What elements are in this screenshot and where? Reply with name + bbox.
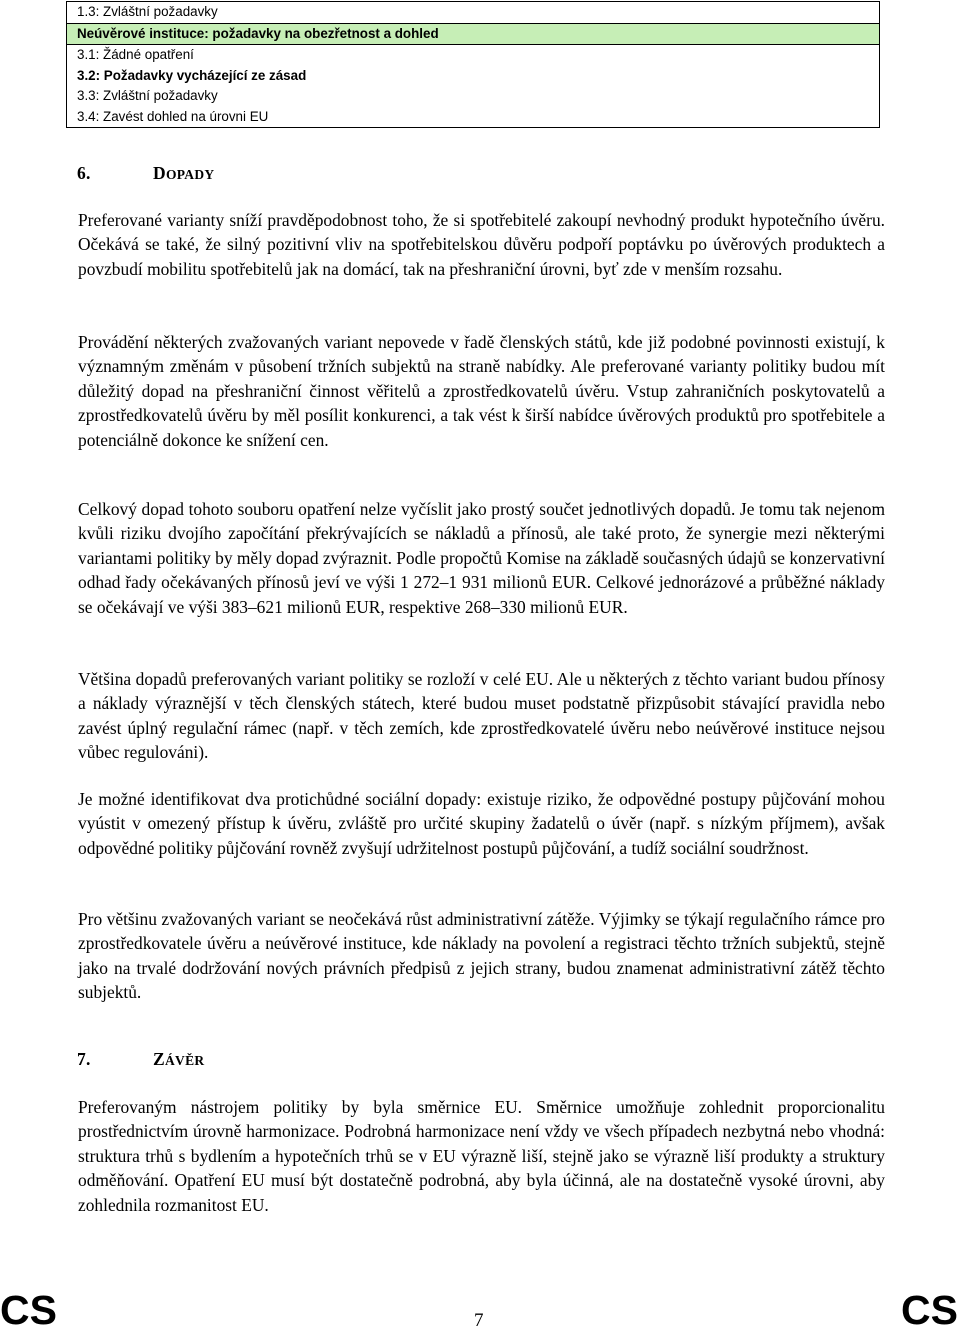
- section-number: 6.: [77, 163, 91, 183]
- section-6-heading: [77, 163, 214, 184]
- paragraph: Preferovaným nástrojem politiky by byla směrnice EU. Směrnice umožňuje zohlednit proporcionalitu prostřednictvím úrovně harmonizace. Podrobná harmonizace není vždy ve všech případech nezbytná nebo vhodná: struktura trhů s bydlením a hypotečních trhů se v EU výrazně liší, stejně jako se výrazně liší produkty a struktury odměňování. Opatření EU musí být dostatečně podrobná, aby byla účinná, ale na dostatečně vysoké úrovni, aby zohlednila rozmanitost EU.: [78, 1097, 885, 1215]
- section-number: 7.: [77, 1049, 91, 1069]
- options-row-selected: [67, 66, 880, 87]
- options-cell: 1.3: Zvláštní požadavky: [77, 4, 218, 19]
- page-number: 7: [474, 1310, 484, 1331]
- options-row: [67, 86, 880, 107]
- options-cell: 3.4: Zavést dohled na úrovni EU: [77, 108, 269, 124]
- section-title-rest: OPADY: [165, 167, 215, 182]
- section-title-initial: Z: [153, 1049, 165, 1069]
- paragraph: Pro většinu zvažovaných variant se neočekává růst administrativní zátěže. Výjimky se týkají regulačního rámce pro zprostředkovatele úvěru a neúvěrové instituce, kde náklady na povolení a registraci těchto tržních subjektů, stejně jako na trvalé dodržování nových právních předpisů z jejich strany, budou znamenat administrativní zátěž těchto subjektů.: [78, 909, 885, 1003]
- options-row: [67, 45, 880, 66]
- paragraph: Preferované varianty sníží pravděpodobnost toho, že si spotřebitelé zakoupí nevhodný produkt hypotečního úvěru. Očekává se také, že silný pozitivní vliv na spotřebitelskou důvěru podpoří poptávku po úvěrových produktech a povzbudí mobilitu spotřebitelů jak na domácí, tak na přeshraniční úrovni, byť zde v menším rozsahu.: [78, 210, 885, 279]
- section-title-initial: D: [153, 163, 166, 183]
- footer-language-code-left: CS: [0, 1287, 57, 1333]
- paragraph: Provádění některých zvažovaných variant nepovede v řadě členských států, kde již podobné povinnosti existují, k významným změnám v působení tržních subjektů na straně nabídky. Ale preferované varianty politiky budou mít důležitý dopad na přeshraniční činnost věřitelů a zprostředkovatelů úvěru. Vstup zahraničních poskytovatelů a zprostředkovatelů úvěru by měl posílit konkurenci, a tak vést k širší nabídce úvěrových produktů pro spotřebitele a potenciálně dokonce ke snížení cen.: [78, 332, 885, 450]
- paragraph: Celkový dopad tohoto souboru opatření nelze vyčíslit jako prostý součet jednotlivých dopadů. Je tomu tak nejenom kvůli riziku dvojího započítání překrývajících se nákladů a přínosů, ale také proto, že synergie mezi některými variantami politiky by měly dopad zvýraznit. Podle propočtů Komise na základě současných údajů se konzervativní odhad řady očekávaných přínosů jeví ve výši 1 272–1 931 milionů EUR. Celkové jednorázové a průběžné náklady se očekávají ve výši 383–621 milionů EUR, respektive 268–330 milionů EUR.: [78, 499, 885, 617]
- options-cell: 3.3: Zvláštní požadavky: [77, 88, 218, 103]
- footer-language-code-right: CS: [901, 1287, 958, 1333]
- options-row: [67, 107, 880, 128]
- options-cell: Neúvěrové instituce: požadavky na obezřetnost a dohled: [67, 23, 880, 45]
- paragraph: Je možné identifikovat dva protichůdné sociální dopady: existuje riziko, že odpovědné postupy půjčování mohou vyústit v omezený přístup k úvěru, zvláště pro určité skupiny žadatelů o úvěr (např. s nízkým příjmem), avšak odpovědné politiky půjčování rovněž zvyšují udržitelnost postupů půjčování, a tudíž sociální soudržnost.: [78, 789, 885, 858]
- options-cell: 3.1: Žádné opatření: [77, 47, 194, 62]
- section-title-rest: ÁVĚR: [164, 1053, 205, 1068]
- section-7-heading: [77, 1049, 204, 1070]
- paragraph: Většina dopadů preferovaných variant politiky se rozloží v celé EU. Ale u některých z těchto variant budou přínosy a náklady výraznější v těch členských státech, které budou muset podstatně přizpůsobit stávající pravidla nebo zavést úplný regulační rámec (např. v těch zemích, kde zprostředkovatelé úvěru nebo neúvěrové instituce nejsou vůbec regulováni).: [78, 669, 885, 763]
- options-row-highlighted: [67, 23, 880, 45]
- options-table: [66, 1, 880, 128]
- options-cell: 3.2: Požadavky vycházející ze zásad: [77, 67, 307, 83]
- options-row: [67, 2, 880, 24]
